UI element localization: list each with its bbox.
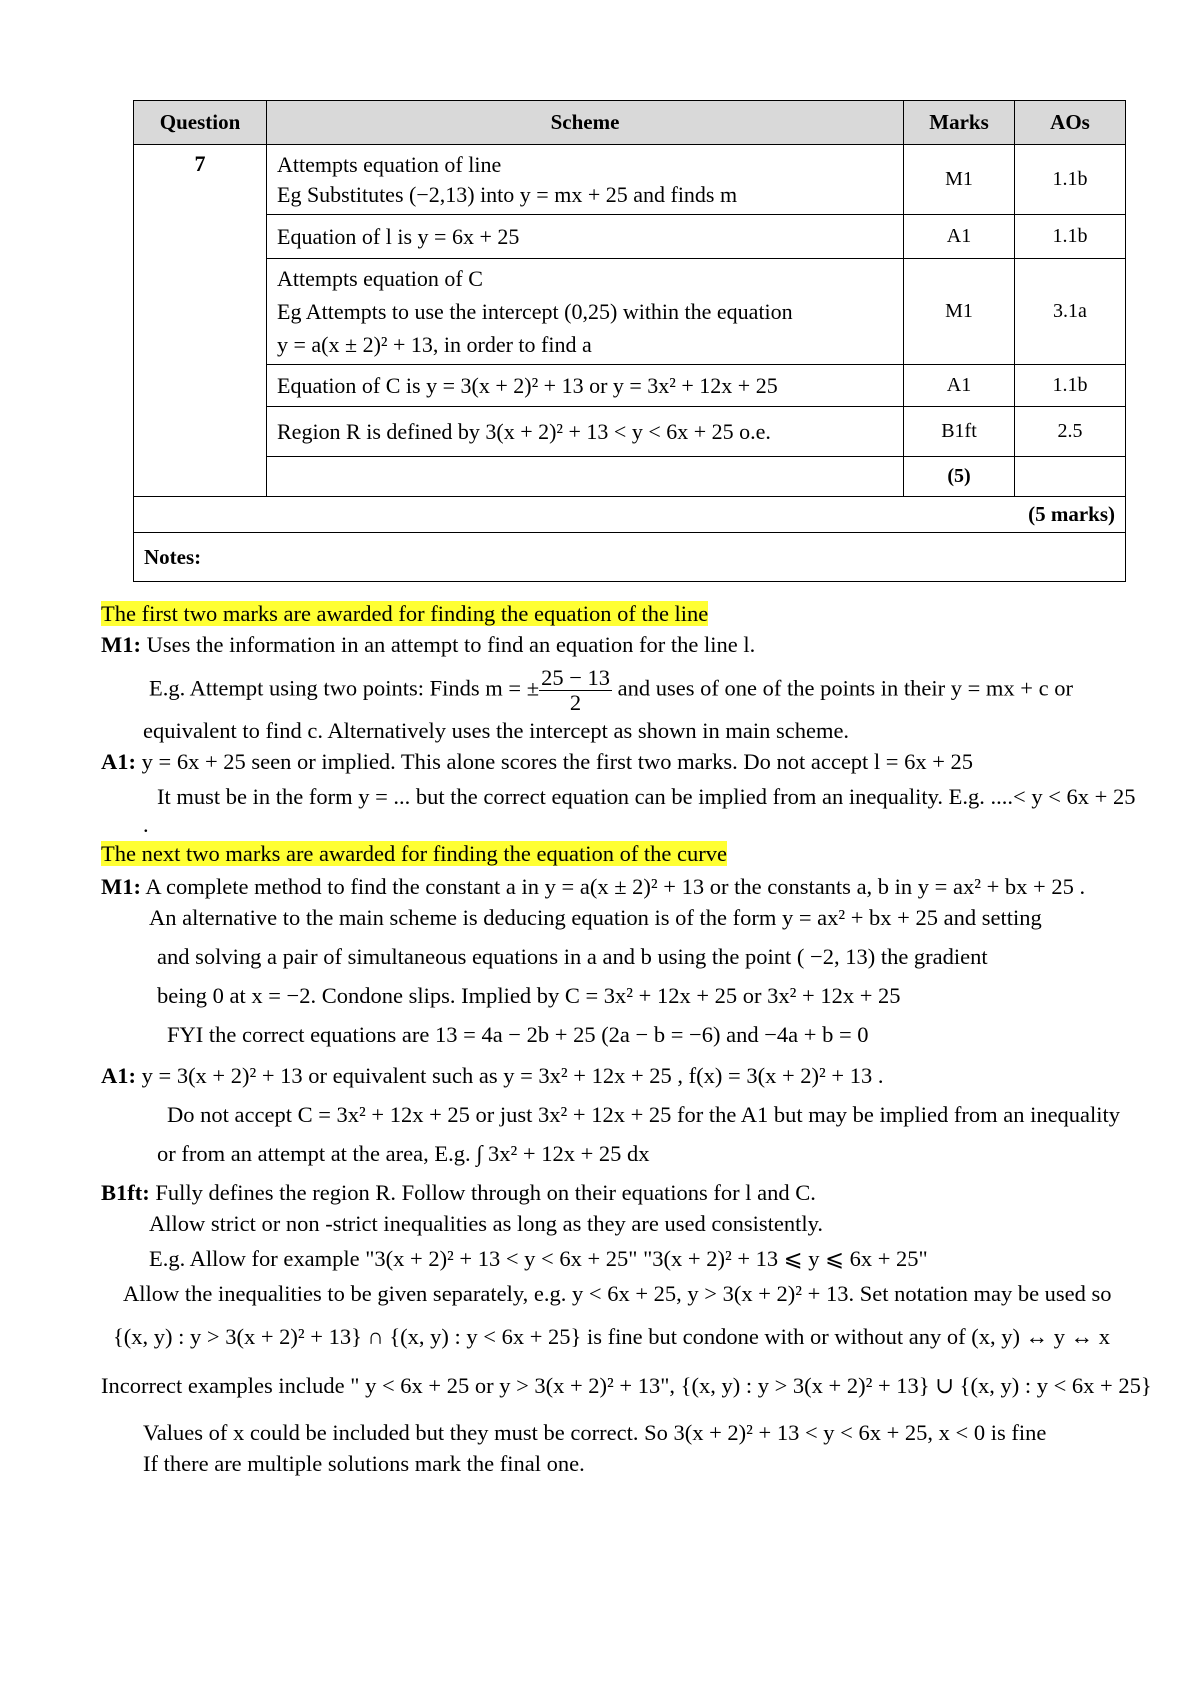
- scheme-line: y = a(x ± 2)² + 13, in order to find a: [277, 332, 592, 357]
- scheme-line: Attempts equation of C: [277, 266, 483, 291]
- m1b-d: being 0 at x = −2. Condone slips. Implied by C = 3x² + 12x + 25 or 3x² + 12x + 25: [157, 983, 901, 1008]
- notes-label: Notes:: [134, 533, 1126, 582]
- m1-text: Uses the information in an attempt to find an equation for the line l.: [140, 632, 756, 657]
- b1-text: Fully defines the region R. Follow through on their equations for l and C.: [149, 1180, 816, 1205]
- notes-row: [134, 533, 1126, 582]
- notes-section: [101, 598, 1186, 1479]
- table-row: [134, 457, 1126, 497]
- mark-cell: M1: [904, 145, 1015, 215]
- m1b-text: A complete method to find the constant a in y = a(x ± 2)² + 13 or the constants a, b in y = ax² + bx + 25 .: [140, 874, 1086, 899]
- scheme-line: Region R is defined by 3(x + 2)² + 13 < y < 6x + 25 o.e.: [277, 418, 771, 444]
- b1-b: Allow strict or non -strict inequalities as long as they are used consistently.: [149, 1211, 824, 1236]
- question-number: 7: [134, 145, 267, 497]
- a1b-text: y = 3(x + 2)² + 13 or equivalent such as y = 3x² + 12x + 25 , f(x) = 3(x + 2)² + 13 .: [136, 1063, 884, 1088]
- m1-eg-b: and uses of one of the points in their y = mx + c or: [612, 675, 1073, 701]
- mark-cell: A1: [904, 215, 1015, 259]
- b1-f: Incorrect examples include " y < 6x + 25 or y > 3(x + 2)² + 13", {(x, y) : y > 3(x + 2)² + 13} ∪ {(x, y) : y < 6x + 25}: [101, 1373, 1152, 1398]
- fraction: [539, 666, 612, 715]
- scheme-cell: [267, 259, 904, 365]
- fraction-denominator: 2: [569, 690, 582, 715]
- ao-cell: 2.5: [1015, 407, 1126, 457]
- b1-label: B1ft:: [101, 1180, 150, 1205]
- scheme-cell: [267, 215, 904, 259]
- table-header-row: [134, 101, 1126, 145]
- ao-cell: 1.1b: [1015, 215, 1126, 259]
- scheme-cell: [267, 365, 904, 407]
- table-row: [134, 215, 1126, 259]
- scheme-line: Eg Substitutes (−2,13) into y = mx + 25 and finds m: [277, 181, 738, 207]
- heading-line-marks: The first two marks are awarded for finding the equation of the line: [101, 601, 709, 626]
- b1-c: E.g. Allow for example "3(x + 2)² + 13 < y < 6x + 25" "3(x + 2)² + 13 ⩽ y ⩽ 6x + 25": [149, 1246, 928, 1271]
- mark-cell: (5): [904, 457, 1015, 497]
- dot: .: [143, 812, 149, 837]
- scheme-line: Eg Attempts to use the intercept (0,25) within the equation: [277, 299, 793, 324]
- ao-cell: [1015, 457, 1126, 497]
- fraction-numerator: 25 − 13: [541, 665, 611, 690]
- m1-eg-a: E.g. Attempt using two points: Finds m = ±: [149, 675, 540, 701]
- a1-text: y = 6x + 25 seen or implied. This alone scores the first two marks. Do not accept l = 6x + 25: [136, 749, 974, 774]
- table-row: [134, 365, 1126, 407]
- scheme-line: Attempts equation of line: [277, 151, 502, 177]
- ao-cell: 1.1b: [1015, 145, 1126, 215]
- mark-cell: B1ft: [904, 407, 1015, 457]
- header-aos: AOs: [1015, 101, 1126, 145]
- mark-cell: M1: [904, 259, 1015, 365]
- mark-cell: A1: [904, 365, 1015, 407]
- b1-d: Allow the inequalities to be given separately, e.g. y < 6x + 25, y > 3(x + 2)² + 13. Set notation may be used so: [123, 1281, 1112, 1306]
- header-question: Question: [134, 101, 267, 145]
- b1-e: {(x, y) : y > 3(x + 2)² + 13} ∩ {(x, y) : y < 6x + 25} is fine but condone with or without any of (x, y) ↔ y ↔ x: [113, 1324, 1111, 1349]
- m1b-c: and solving a pair of simultaneous equations in a and b using the point ( −2, 13) the gradient: [157, 944, 988, 969]
- total-marks: (5 marks): [134, 497, 1126, 533]
- a1b-label: A1:: [101, 1063, 136, 1088]
- ao-cell: 1.1b: [1015, 365, 1126, 407]
- header-marks: Marks: [904, 101, 1015, 145]
- m1b-b: An alternative to the main scheme is deducing equation is of the form y = ax² + bx + 25 and setting: [149, 905, 1042, 930]
- scheme-line: Equation of l is y = 6x + 25: [277, 223, 520, 249]
- m1b-label: M1:: [101, 874, 141, 899]
- m1-label: M1:: [101, 632, 141, 657]
- ao-cell: 3.1a: [1015, 259, 1126, 365]
- m1b-e: FYI the correct equations are 13 = 4a − 2b + 25 (2a − b = −6) and −4a + b = 0: [167, 1022, 869, 1047]
- a1b-b: Do not accept C = 3x² + 12x + 25 or just 3x² + 12x + 25 for the A1 but may be implied from an inequality: [167, 1102, 1121, 1127]
- b1-h: If there are multiple solutions mark the final one.: [143, 1451, 585, 1476]
- table-row: [134, 145, 1126, 215]
- scheme-cell: [267, 457, 904, 497]
- header-scheme: Scheme: [267, 101, 904, 145]
- scheme-line: Equation of C is y = 3(x + 2)² + 13 or y = 3x² + 12x + 25: [277, 372, 778, 398]
- total-row: [134, 497, 1126, 533]
- table-row: [134, 259, 1126, 365]
- scheme-cell: [267, 407, 904, 457]
- a1b-c: or from an attempt at the area, E.g. ∫ 3x² + 12x + 25 dx: [157, 1141, 650, 1166]
- a1-b: It must be in the form y = ... but the correct equation can be implied from an inequality. E.g. ....< y < 6x + 25: [157, 784, 1136, 809]
- a1-label: A1:: [101, 749, 136, 774]
- heading-curve-marks: The next two marks are awarded for finding the equation of the curve: [101, 841, 728, 866]
- mark-scheme-table: [133, 100, 1126, 582]
- m1-eg-c: equivalent to find c. Alternatively uses the intercept as shown in main scheme.: [143, 718, 850, 743]
- table-row: [134, 407, 1126, 457]
- b1-g: Values of x could be included but they must be correct. So 3(x + 2)² + 13 < y < 6x + 25, x < 0 is fine: [143, 1420, 1047, 1445]
- scheme-cell: [267, 145, 904, 215]
